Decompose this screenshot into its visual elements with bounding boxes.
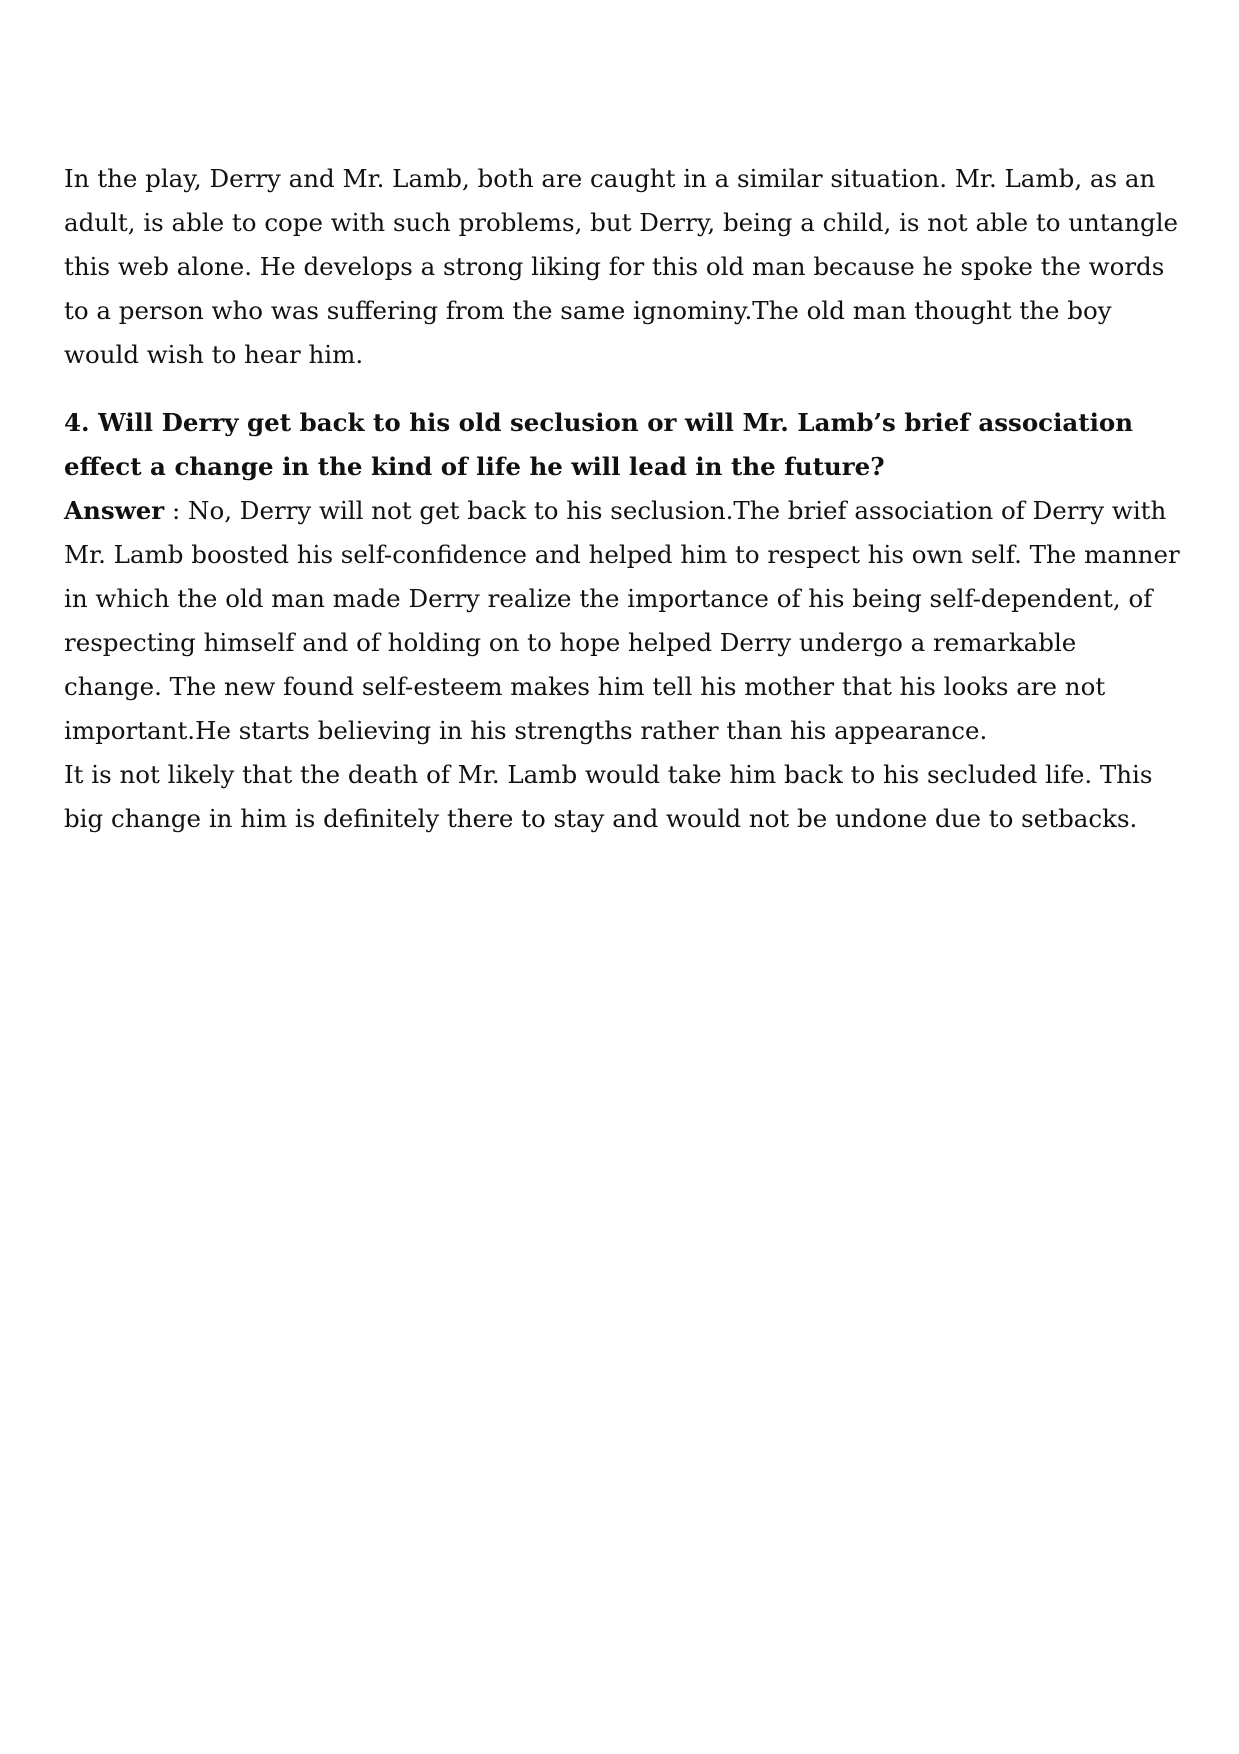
document-body bbox=[64, 157, 1180, 841]
closing-paragraph: It is not likely that the death of Mr. Lamb would take him back to his secluded life. This big change in him is definitely there to stay and would not be undone due to setbacks. bbox=[64, 760, 1153, 833]
answer-paragraph bbox=[64, 489, 1180, 753]
answer-text: No, Derry will not get back to his seclusion.The brief association of Derry with Mr. Lamb boosted his self-confidence and helped him to respect his own self. The manner in which the old man made Derry realize the importance of his being self-dependent, of respecting himself and of holding on to hope helped Derry undergo a remarkable change. The new found self-esteem makes him tell his mother that his looks are not important.He starts believing in his strengths rather than his appearance. bbox=[64, 496, 1180, 745]
question-heading: 4. Will Derry get back to his old seclusion or will Mr. Lamb’s brief association effect a change in the kind of life he will lead in the future? bbox=[64, 408, 1134, 481]
answer-label: Answer bbox=[64, 496, 165, 525]
intro-paragraph: In the play, Derry and Mr. Lamb, both are caught in a similar situation. Mr. Lamb, as an adult, is able to cope with such problems, but Derry, being a child, is not able to untangle this web alone. He develops a strong liking for this old man because he spoke the words to a person who was suffering from the same ignominy.The old man thought the boy would wish to hear him. bbox=[64, 164, 1179, 369]
answer-separator: : bbox=[164, 496, 189, 525]
